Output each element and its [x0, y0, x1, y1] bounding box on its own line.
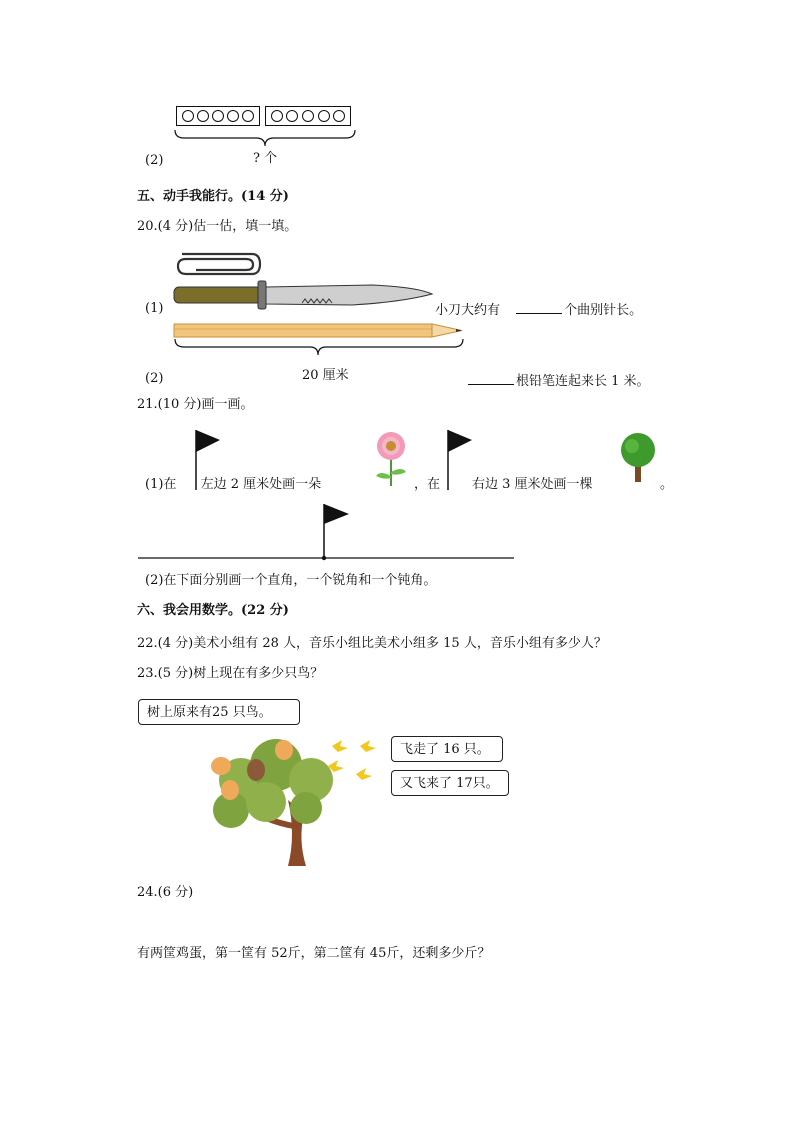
question-text: 右边 3 厘米处画一棵 [472, 477, 593, 492]
question-text: (2)在下面分别画一个直角，一个锐角和一个钝角。 [145, 573, 437, 588]
question-title: 23.(5 分)树上现在有多少只鸟？ [137, 666, 324, 681]
section-title: 六、我会用数学。(22 分) [137, 603, 289, 618]
question-text [145, 478, 321, 491]
brace-icon [172, 128, 358, 150]
circle-icon [212, 110, 224, 122]
question-number: (2) [145, 153, 164, 168]
question-text: 。 [660, 477, 674, 492]
question-text: 22.(4 分)美术小组有 28 人，音乐小组比美术小组多 15 人，音乐小组有多少人？ [137, 636, 607, 651]
speech-bubble-flew-in: 又飞来了 17只。 [391, 770, 509, 796]
question-text [468, 372, 650, 388]
answer-blank[interactable] [468, 372, 514, 385]
question-text: 有两筐鸡蛋，第一筐有 52斤，第二筐有 45斤，还剩多少斤？ [137, 946, 491, 961]
circle-icon [197, 110, 209, 122]
tree-icon [618, 432, 658, 484]
circle-icon [242, 110, 254, 122]
circle-group-right [265, 106, 351, 126]
flying-birds-icon [324, 732, 384, 788]
circle-icon [182, 110, 194, 122]
question-number: (2) [145, 371, 164, 386]
pencil-icon [172, 321, 468, 361]
question-title: 24.(6 分) [137, 885, 194, 900]
flower-icon [370, 430, 412, 488]
circle-icon [302, 110, 314, 122]
circle-group-left [176, 106, 260, 126]
speech-bubble-flew-away: 飞走了 16 只。 [391, 736, 503, 762]
knife-text-b: 个曲别针长。 [564, 303, 643, 318]
q21-text-b: 左边 2 厘米处画一朵 [200, 477, 322, 492]
question-text: ，在 [414, 477, 441, 492]
q21-text-a: (1)在 [145, 477, 177, 492]
answer-blank[interactable] [516, 301, 562, 314]
circle-icon [318, 110, 330, 122]
speech-bubble-original: 树上原来有25 只鸟。 [138, 699, 300, 725]
unknown-count-label: ? 个 [253, 151, 278, 166]
pencil-text: 根铅笔连起来长 1 米。 [516, 374, 650, 389]
circle-icon [333, 110, 345, 122]
circle-icon [227, 110, 239, 122]
knife-icon [172, 279, 434, 311]
flag-icon [445, 428, 475, 492]
question-text [435, 301, 642, 317]
paperclip-icon [172, 250, 264, 280]
question-title: 20.(4 分)估一估，填一填。 [137, 219, 298, 234]
circle-icon [271, 110, 283, 122]
section-title: 五、动手我能行。(14 分) [137, 189, 289, 204]
pencil-length-label: 20 厘米 [302, 368, 349, 383]
question-number: (1) [145, 301, 164, 316]
question-title: 21.(10 分)画一画。 [137, 397, 254, 412]
baseline-with-flag [136, 502, 516, 564]
circle-icon [286, 110, 298, 122]
knife-text-a: 小刀大约有 [435, 303, 501, 318]
